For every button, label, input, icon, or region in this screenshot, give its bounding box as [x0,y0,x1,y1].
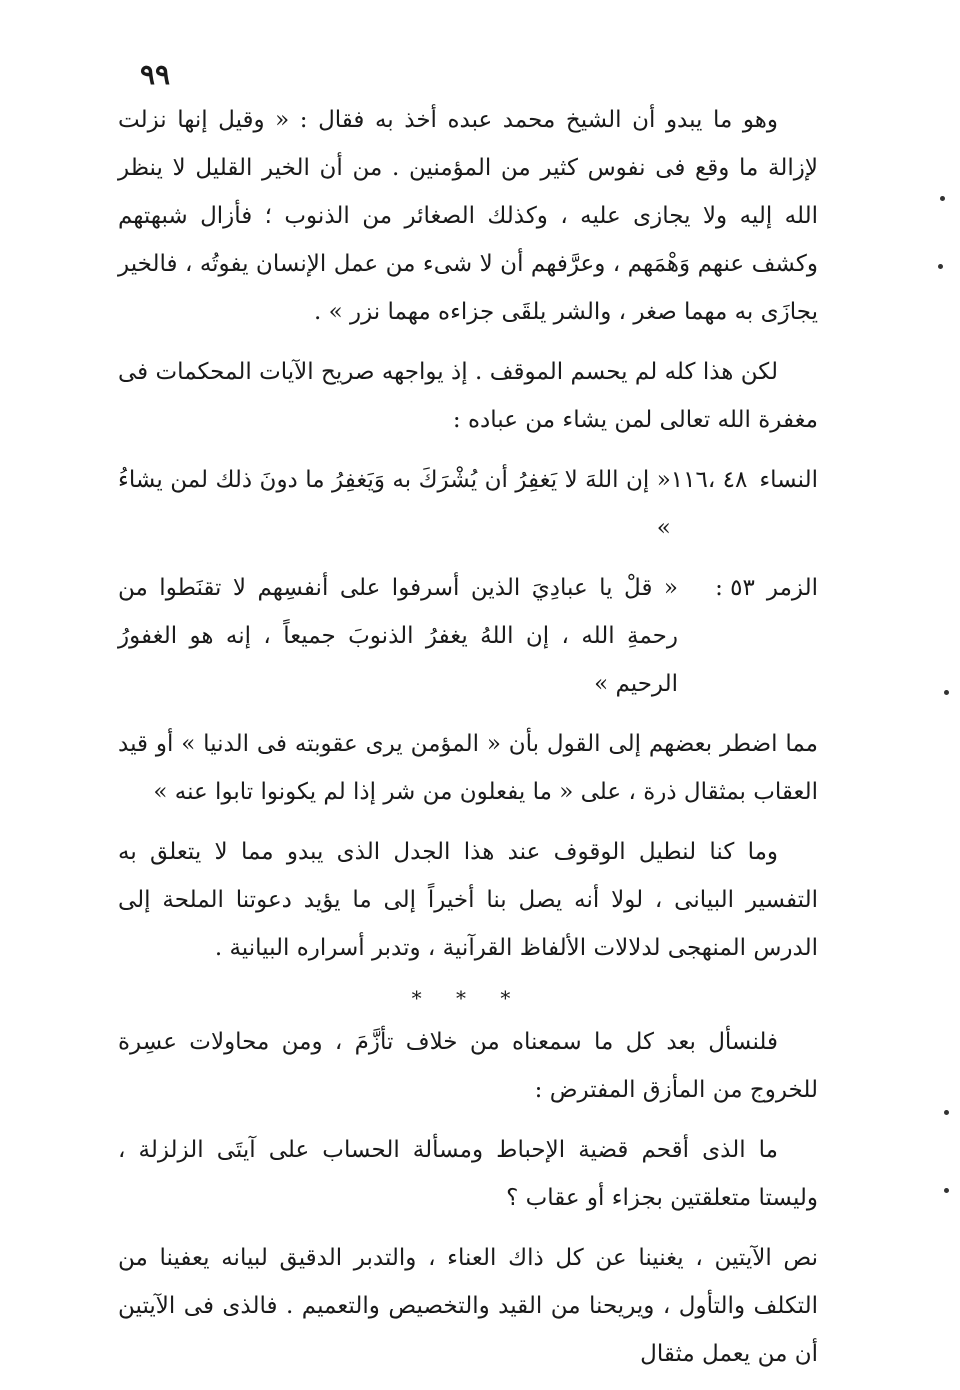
margin-dot [944,1188,949,1193]
ayah-number: ٤٨ ،١١٦ [670,467,748,493]
surah-name: الزمر [766,575,818,601]
margin-dot [940,196,945,201]
paragraph-punishment-in-dunya: مما اضطر بعضهم إلى القول بأن « المؤمن يرى عقوبته فى الدنيا » أو قيد العقاب بمثقال ذرة ، على « ما يفعلون من شر إذا لم يكونوا تابوا عنه » [118,731,818,805]
margin-dot [944,690,949,695]
page-content [118,96,818,1390]
verse-reference [678,564,818,612]
surah-name: النساء [759,467,818,493]
paragraph-muhammad-abduh-quote: وهو ما يبدو أن الشيخ محمد عبده أخذ به فقال : « وقيل إنها نزلت لإزالة ما وقع فى نفوس كثير من المؤمنين . من أن الخير القليل لا ينظر الله إليه ولا يجازى عليه ، وكذلك الصغائر من الذنوب ؛ فأزال شبهتهم وكشف عنهم وَهْمَهم ، وعرَّفهم أن لا شىء من عمل الإنسان يفوتُه ، فالخير يجازَى به مهما صغر ، والشر يلقَى جزاءه مهما نزر » . [118,107,818,325]
margin-dot [938,264,943,269]
verse-reference [671,456,818,504]
paragraph-forgiveness-verses-intro: لكن هذا كله لم يحسم الموقف . إذ يواجهه صريح الآيات المحكمات فى مغفرة الله تعالى لمن يشاء من عباده : [118,359,818,433]
ayah-number: ٥٣ : [715,575,755,601]
paragraph-question-intro: فلنسأل بعد كل ما سمعناه من خلاف تأزَّمَ ، ومن محاولات عسِرة للخروج من المأزق المفترض : [118,1029,818,1103]
verse-text: « إن اللهَ لا يَغفِرُ أن يُشْرَكَ به وَيَغفِرُ ما دونَ ذلك لمن يشاءُ » [118,467,671,541]
margin-dot [944,1110,949,1115]
quran-verse-nisa [118,456,818,552]
quran-verse-zumar [118,564,818,708]
paragraph-debate-tafsir: وما كنا لنطيل الوقوف عند هذا الجدل الذى يبدو مما لا يتعلق به التفسير البيانى ، لولا أنه يصل بنا أخيراً إلى ما يؤيد دعوتنا الملحة إلى الدرس المنهجى لدلالات الألفاظ القرآنية ، وتدبر أسراره البيانية . [118,839,818,961]
paragraph-question: ما الذى أقحم قضية الإحباط ومسألة الحساب على آيتَى الزلزلة ، وليستا متعلقتين بجزاء أو عقاب ؟ [118,1137,818,1211]
verse-text: « قلْ يا عبادِيَ الذين أسرفوا على أنفسِهم لا تقنَطوا من رحمةِ الله ، إن اللهُ يغفرُ الذنوبَ جميعاً ، إنه هو الغفورُ الرحيم » [118,575,678,697]
paragraph-answer: نص الآيتين ، يغنينا عن كل ذاك العناء ، والتدبر الدقيق لبيانه يعفينا من التكلف والتأول ، ويريحنا من القيد والتخصيص والتعميم . فالذى فى الآيتين أن من يعمل مثقال [118,1245,818,1367]
page-number: ٩٩ [140,58,171,91]
section-separator: * * * [411,986,525,1010]
